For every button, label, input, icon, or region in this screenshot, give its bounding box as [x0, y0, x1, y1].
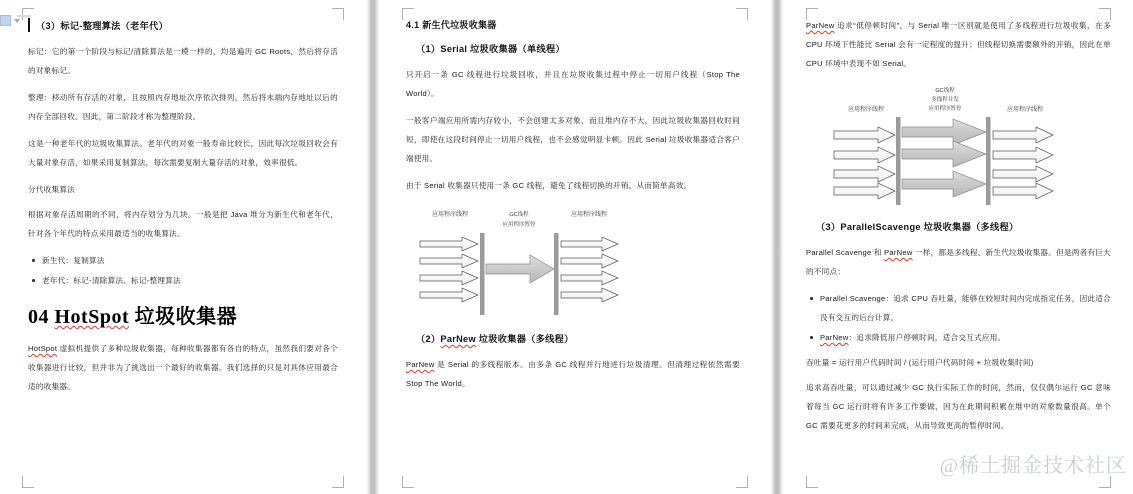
- list-item-rest: ：追求降低用户停顿时间，适合交互式应用。: [848, 333, 1006, 342]
- chevron-down-icon[interactable]: [14, 19, 20, 23]
- bullet-list: [28, 251, 338, 290]
- document-page-2[interactable]: [380, 0, 770, 494]
- bullet-list: [806, 289, 1111, 347]
- section-heading-text: （3）标记-整理算法（老年代）: [28, 18, 168, 32]
- gc-thread-arrows: [902, 119, 986, 197]
- subsection-heading: （1）Serial 垃圾收集器（单线程）: [416, 44, 565, 54]
- page-gutter: [366, 0, 380, 494]
- spellcheck-term: HotSpot: [28, 344, 58, 353]
- formula: 吞吐量 = 运行用户代码时间 / (运行用户代码时间 + 垃圾收集时间): [806, 358, 1034, 367]
- chapter-heading-en: HotSpot: [54, 306, 130, 328]
- paragraph: [806, 243, 1111, 281]
- paragraph-rest: 一样，都是多线程、新生代垃圾收集器。但是两者有巨大的不同点：: [806, 248, 1112, 276]
- paragraph: 这是一种老年代的垃圾收集算法。老年代的对象一般寿命比较长，因此每次垃圾回收会有大量对象存活，如果采用复制算法，每次需要复制大量存活的对象，效率很低。: [28, 139, 338, 167]
- chapter-heading: [28, 300, 338, 329]
- toolbar-divider: [17, 15, 31, 17]
- app-thread-arrows-right: [561, 237, 618, 302]
- section-number-heading: 4.1 新生代垃圾收集器: [406, 20, 497, 30]
- paragraph: 根据对象存活周期的不同，将内存划分为几块。一般是把 Java 堆分为新生代和老年代，针对各个年代的特点采用最适当的收集算法。: [28, 210, 338, 238]
- diagram-label-left: 应用程序线程: [431, 212, 469, 218]
- list-item: [820, 289, 1111, 327]
- paragraph: 追求高吞吐量，可以通过减少 GC 执行实际工作的时间，然而，仅仅偶尔运行 GC 意味着每当 GC 运行时将有许多工作要做，因为在此期间积累在堆中的对象数量很高。单个 GC 需要花更多的时间来完成，从而导致更高的暂停时间。: [806, 383, 1111, 430]
- diagram-label-center-3: 应用程序暂停: [928, 106, 962, 112]
- spellcheck-term: ParNew: [806, 21, 835, 30]
- paragraph: 标记：它的第一个阶段与标记/清除算法是一模一样的，均是遍历 GC Roots，然后将存活的对象标记。: [28, 47, 338, 75]
- spellcheck-term: ParNew: [406, 360, 435, 369]
- spellcheck-term: ParNew: [884, 248, 913, 257]
- watermark: @稀土掘金技术社区: [939, 455, 1127, 477]
- subsection-heading: （3）ParallelScavenge 垃圾收集器（多线程）: [816, 222, 1019, 232]
- paragraph: 由于 Serial 收集器只使用一条 GC 线程，避免了线程切换的开销，从而简单高效。: [406, 181, 692, 190]
- chapter-heading-cn: 垃圾收集器: [134, 306, 238, 328]
- paragraph-rest: 是 Serial 的多线程版本。由多条 GC 线程并行地进行垃圾清理。但清理过程依然需要 Stop The World。: [406, 360, 740, 388]
- floating-image-toolbar[interactable]: [0, 13, 34, 28]
- app-thread-arrows-right: [993, 127, 1053, 199]
- parnew-gc-diagram: [820, 81, 1111, 209]
- list-item: 老年代：标记-清除算法、标记-整理算法: [42, 271, 338, 290]
- document-page-1[interactable]: [0, 0, 366, 494]
- parnew-gc-diagram-svg: [820, 81, 1070, 209]
- paragraph: [406, 355, 740, 393]
- list-item-rest: ：追求 CPU 吞吐量，能够在较短时间内完成指定任务，因此适合没有交互的后台计算。: [820, 294, 1111, 322]
- app-thread-arrows-left: [834, 127, 895, 199]
- diagram-label-center-2: 多线程并发: [931, 97, 959, 103]
- paragraph: 只开启一条 GC 线程进行垃圾回收，并且在垃圾收集过程中停止一切用户线程（Stop The World）。: [406, 70, 740, 98]
- diagram-bar-right: [554, 233, 559, 315]
- paragraph-rest: 追求“低停顿时间”，与 Serial 唯一区别就是使用了多线程进行垃圾收集，在多 CPU 环境下性能比 Serial 会有一定程度的提升；但线程切换需要额外的开销，因此在单 CPU 环境中表现不如 Serial。: [806, 21, 1111, 68]
- diagram-bar-left: [480, 233, 485, 315]
- paragraph: 整理：移动所有存活的对象，且按照内存地址次序依次排列，然后将末端内存地址以后的内存全部回收。因此，第二阶段才称为整理阶段。: [28, 93, 338, 121]
- diagram-label-center-2: 应用程序暂停: [502, 222, 536, 228]
- page-gutter: [770, 0, 784, 494]
- diagram-label-center-1: GC线程: [935, 88, 955, 94]
- diagram-label-left: 应用程序线程: [847, 107, 885, 113]
- diagram-label-right: 应用程序线程: [570, 212, 608, 218]
- section-heading: [28, 18, 338, 32]
- diagram-bar-right: [986, 117, 991, 205]
- diagram-label-center-1: GC线程: [509, 212, 529, 218]
- serial-gc-diagram-svg: [406, 203, 632, 321]
- paragraph: [28, 339, 338, 396]
- heading-prefix: （2）: [416, 334, 441, 344]
- document-page-3[interactable]: [784, 0, 1133, 494]
- image-placeholder-icon: [0, 15, 11, 26]
- paragraph-rest: 虚拟机提供了多种垃圾收集器，每种收集器都有各自的特点，虽然我们要对各个收集器进行比较，但并非为了挑选出一个最好的收集器。我们选择的只是对具体应用最合适的收集器。: [28, 344, 338, 391]
- gc-thread-arrow: [486, 255, 554, 283]
- diagram-bar-left: [896, 117, 901, 205]
- paragraph-mid: 和: [871, 248, 885, 257]
- list-item-term: Parallel Scavenge: [820, 294, 886, 303]
- subtitle: 分代收集算法: [28, 185, 76, 194]
- spellcheck-term: ParNew: [440, 334, 476, 344]
- paragraph: 一般客户端应用所需内存较小，不会创建太多对象，而且堆内存不大，因此垃圾收集器回收时间短，即使在这段时间停止一切用户线程，也不会感觉明显卡顿。因此 Serial 垃圾收集器适合客户端使用。: [406, 116, 740, 163]
- term-parallel-scavenge: Parallel Scavenge: [806, 248, 872, 257]
- spellcheck-term: ParNew: [820, 333, 849, 342]
- heading-suffix: 垃圾收集器（多线程）: [475, 334, 574, 344]
- serial-gc-diagram: [406, 203, 740, 321]
- app-thread-arrows-left: [420, 237, 478, 302]
- diagram-label-right: 应用程序线程: [1006, 107, 1044, 113]
- list-item: 新生代：复制算法: [42, 251, 338, 270]
- paragraph: [806, 16, 1111, 73]
- chapter-number: 04: [28, 306, 49, 328]
- subsection-heading-2: [406, 331, 740, 345]
- list-item: [820, 328, 1111, 347]
